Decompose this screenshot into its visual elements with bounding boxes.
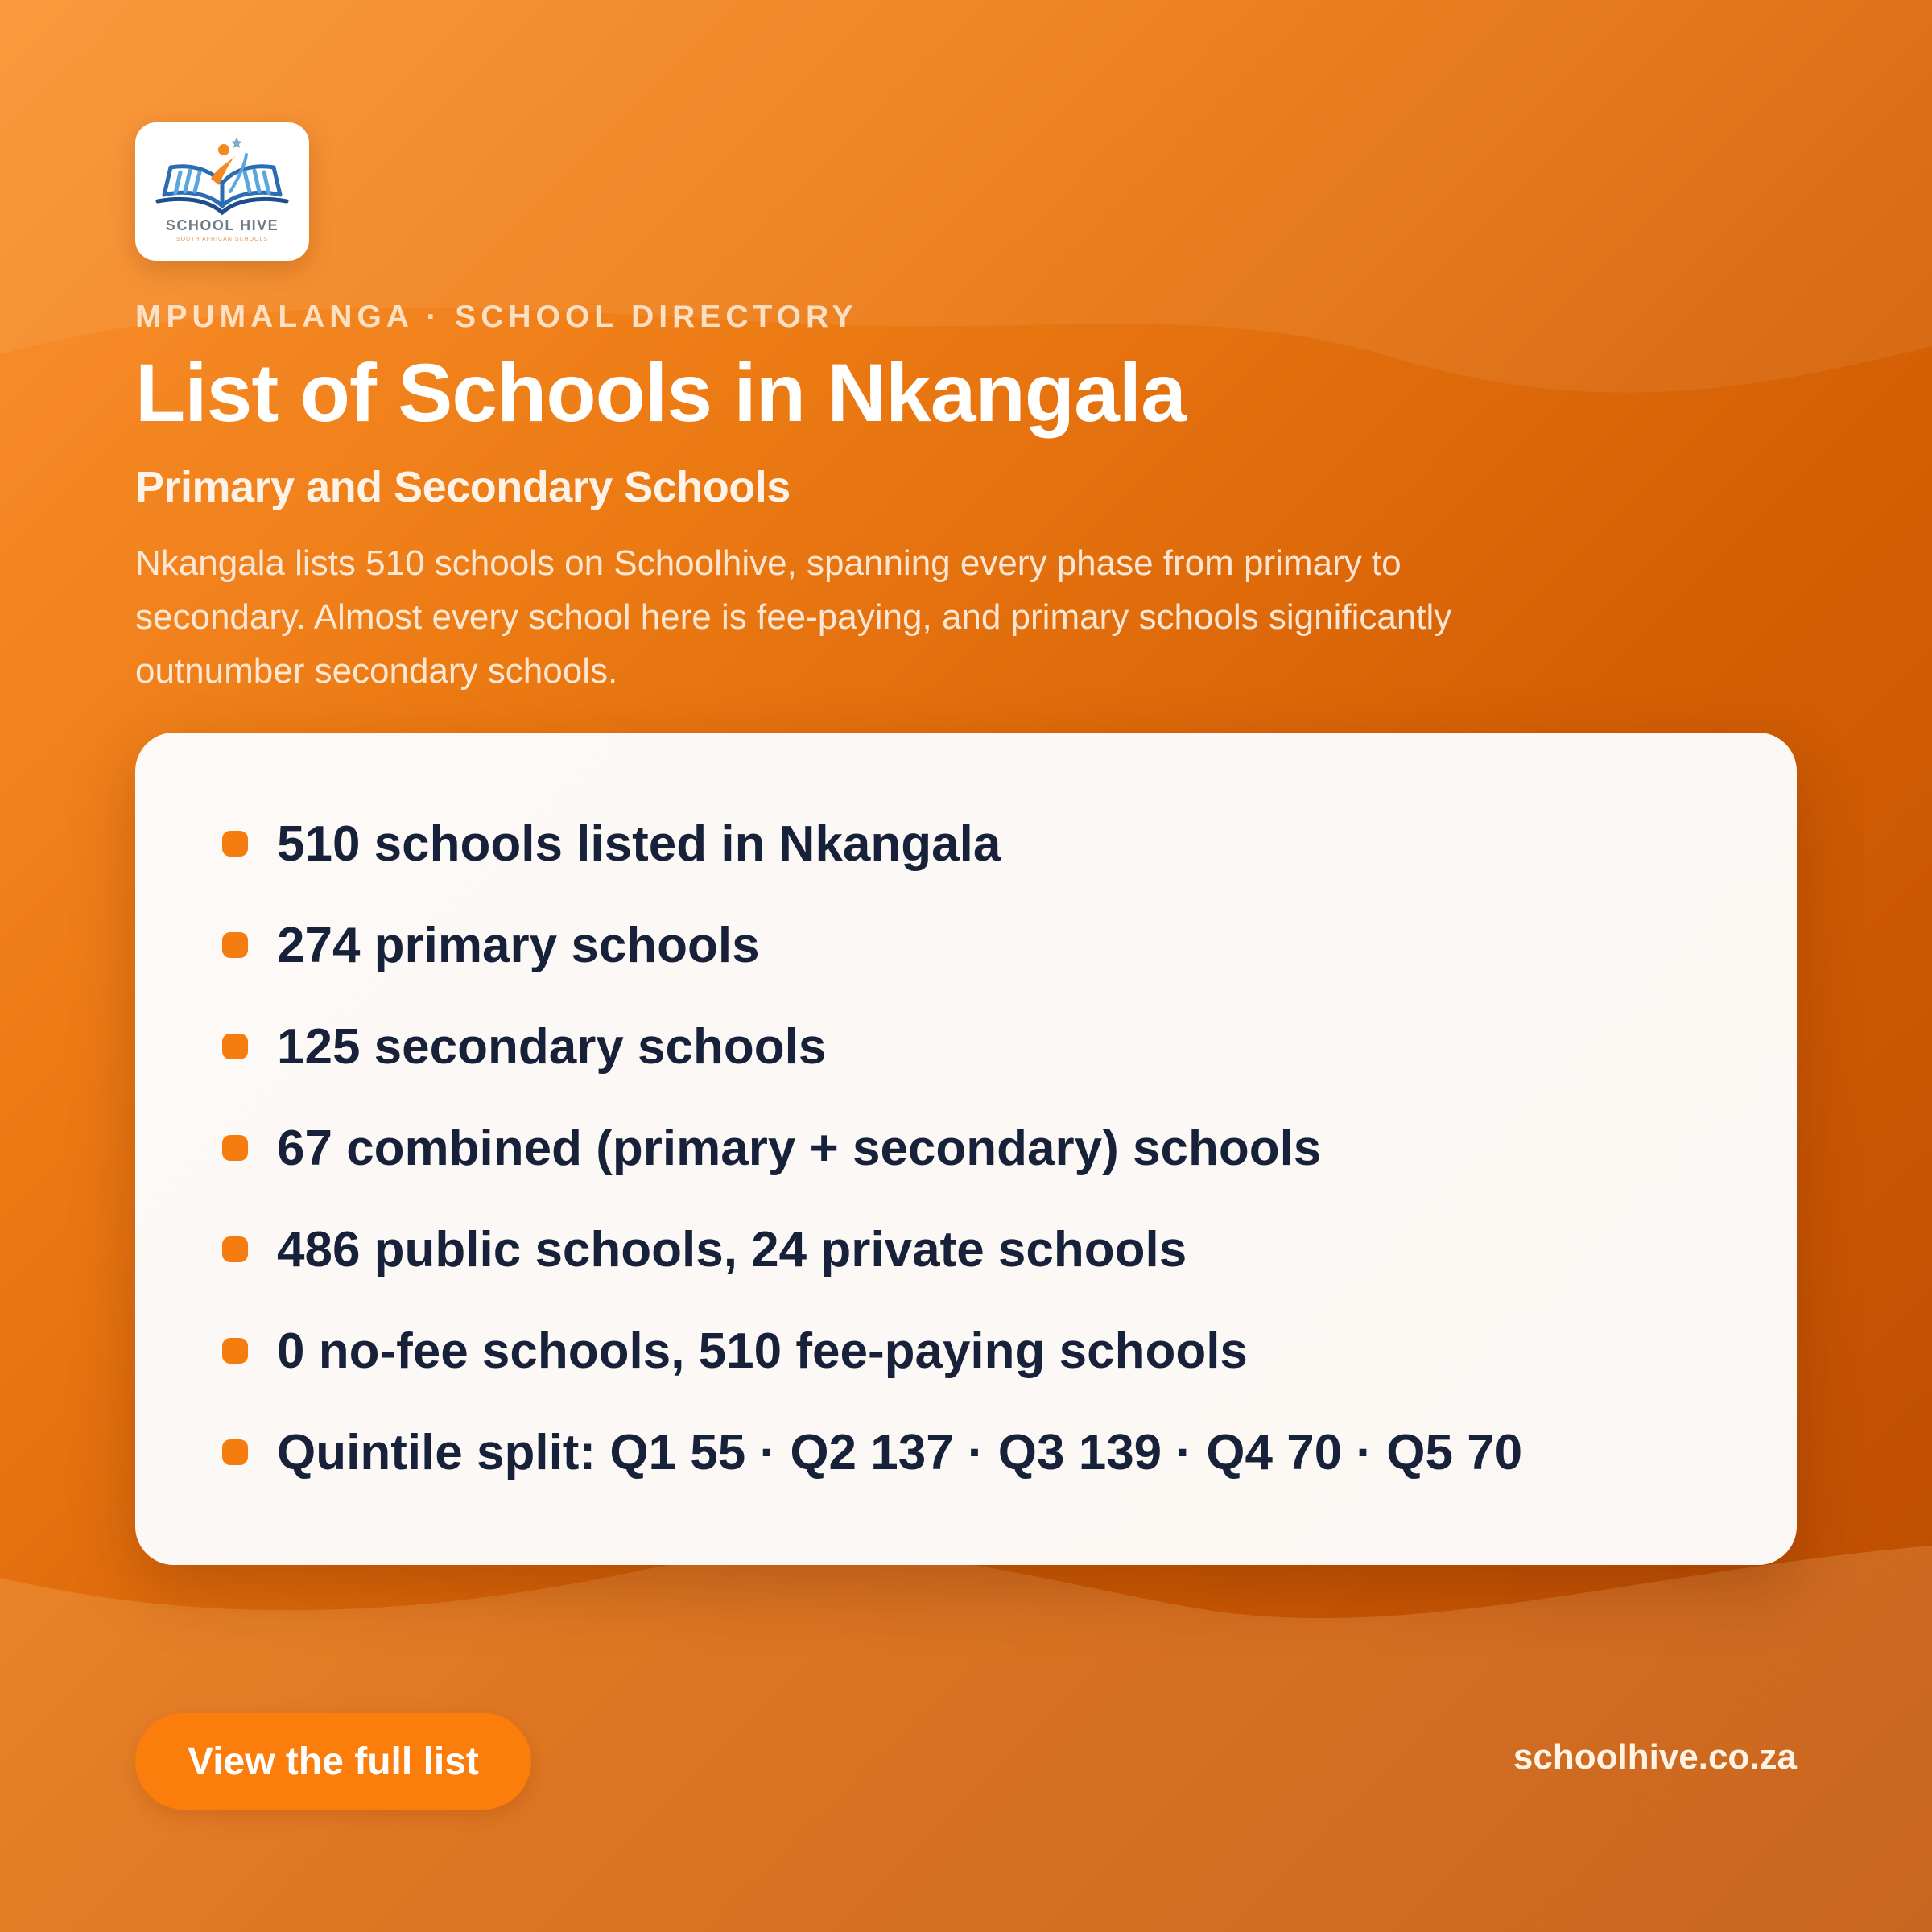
stat-item-primary (222, 913, 760, 977)
stat-item-fees (222, 1319, 1248, 1383)
stat-text: 486 public schools, 24 private schools (277, 1221, 1187, 1278)
stat-text: 510 schools listed in Nkangala (277, 815, 1001, 872)
stat-item-combined (222, 1116, 1321, 1180)
rounded-square-bullet-icon (222, 831, 248, 857)
rounded-square-bullet-icon (222, 932, 248, 958)
stat-item-total (222, 811, 1001, 876)
page-title: List of Schools in Nkangala (135, 347, 1186, 439)
stat-text: Quintile split: Q1 55 · Q2 137 · Q3 139 · Q4 70 · Q5 70 (277, 1424, 1523, 1480)
rounded-square-bullet-icon (222, 1236, 248, 1262)
stat-item-public-private (222, 1217, 1187, 1282)
rounded-square-bullet-icon (222, 1135, 248, 1161)
stat-text: 125 secondary schools (277, 1018, 827, 1075)
view-full-list-button[interactable]: View the full list (135, 1713, 531, 1810)
rounded-square-bullet-icon (222, 1034, 248, 1059)
page-subtitle: Primary and Secondary Schools (135, 463, 791, 511)
eyebrow-label: MPUMALANGA · SCHOOL DIRECTORY (135, 299, 858, 334)
site-url-link[interactable]: schoolhive.co.za (1513, 1737, 1797, 1777)
rounded-square-bullet-icon (222, 1338, 248, 1364)
stats-card (135, 733, 1797, 1565)
logo-tagline: SOUTH AFRICAN SCHOOLS (176, 237, 268, 242)
page-description: Nkangala lists 510 schools on Schoolhive, spanning every phase from primary to secondary. Almost every school here is fee-paying, and primary schools significantly outnumber secondary schools. (135, 543, 1452, 691)
stat-text: 0 no-fee schools, 510 fee-paying schools (277, 1323, 1248, 1379)
school-hive-logo (135, 122, 309, 261)
stat-text: 67 combined (primary + secondary) schools (277, 1120, 1322, 1176)
stat-item-secondary (222, 1014, 826, 1079)
stat-item-quintiles (222, 1420, 1522, 1484)
logo-wordmark: SCHOOL HIVE (165, 217, 279, 233)
rounded-square-bullet-icon (222, 1439, 248, 1465)
stat-text: 274 primary schools (277, 917, 760, 973)
